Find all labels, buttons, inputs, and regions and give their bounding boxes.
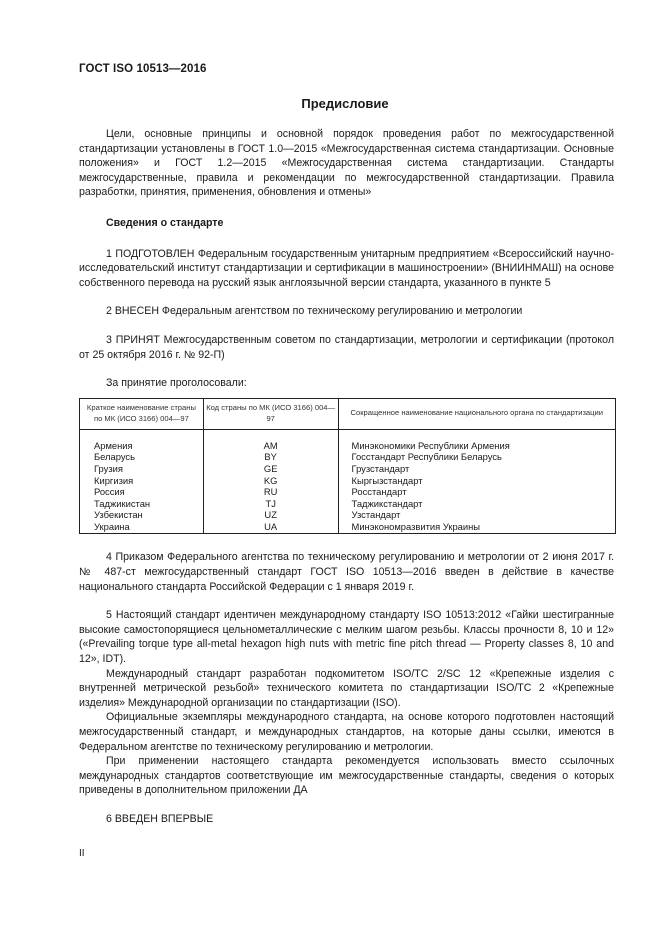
item-5-references-paragraph: При применении настоящего стандарта рекомендуется использовать вместо ссылочных международных стандартов соответствующие им межгосударственные стандарты, сведения о которых приведены в дополнительном приложении ДА [79,755,614,797]
country-name: Россия [80,486,204,498]
standards-body: Таджикстандарт [338,498,615,510]
page-title: Предисловие [301,96,389,111]
intro-paragraph: Цели, основные принципы и основной порядок проведения работ по межгосударственной стандартизации установлены в ГОСТ 1.0—2015 «Межгосударственная система стандартизации. Основные положения» и ГОСТ 1.2—2015 «Межгосударственная система стандартизации. Стандарты межгосударственные, правила и рекомендации по межгосударственной стандартизации. Правила разработки, принятия, применения, обновления и отмены» [79,128,614,199]
table-row [80,463,616,475]
country-code: UA [203,521,338,534]
country-code: RU [203,486,338,498]
standards-body: Узстандарт [338,509,615,521]
country-code: GE [203,463,338,475]
standards-body: Минэкономики Республики Армения [338,429,615,451]
column-header-code: Код страны по МК (ИСО 3166) 004—97 [203,398,338,429]
standards-body: Минэкономразвития Украины [338,521,615,534]
item-5-paragraph: 5 Настоящий стандарт идентичен международному стандарту ISO 10513:2012 «Гайки шестигранные высокие самостопорящиеся цельнометаллические с мелким шагом резьбы. Классы прочности 8, 10 и 12» («Prevailing torque type all-metal hexagon high nuts with metric fine pitch thread — Property classes 8, 10 and 12», IDT). [79,609,614,666]
country-code: UZ [203,509,338,521]
standards-body: Кыргызстандарт [338,475,615,487]
country-name: Украина [80,521,204,534]
country-name: Таджикистан [80,498,204,510]
table-row [80,475,616,487]
standards-body: Грузстандарт [338,463,615,475]
table-row [80,509,616,521]
column-header-body: Сокращенное наименование национального органа по стандартизации [338,398,615,429]
page-number: II [79,848,85,859]
item-5-copies-paragraph: Официальные экземпляры международного стандарта, на основе которого подготовлен настоящий межгосударственный стандарт, и международных стандартов, на которые даны ссылки, имеются в Федеральном агентстве по техническому регулированию и метрологии. [79,711,614,753]
country-name: Армения [80,429,204,451]
voting-table [79,398,616,535]
section-heading: Сведения о стандарте [106,216,224,229]
table-row [80,498,616,510]
table-header-row [80,398,616,429]
country-code: TJ [203,498,338,510]
country-code: KG [203,475,338,487]
table-row [80,429,616,451]
item-2-paragraph: 2 ВНЕСЕН Федеральным агентством по техническому регулированию и метрологии [106,305,523,318]
document-code-header: ГОСТ ISO 10513—2016 [79,63,207,75]
item-5-development-paragraph: Международный стандарт разработан подкомитетом ISO/TC 2/SC 12 «Крепежные изделия с внутренней метрической резьбой» технического комитета по стандартизации ISO/TC 2 «Крепежные изделия» Международной организации по стандартизации (ISO). [79,667,614,709]
item-1-paragraph: 1 ПОДГОТОВЛЕН Федеральным государственным унитарным предприятием «Всероссийский научно-исследовательский институт стандартизации и сертификации в машиностроении» (ВНИИНМАШ) на основе собственного перевода на русский язык англоязычной версии стандарта, указанного в пункте 5 [79,247,614,289]
item-6-paragraph: 6 ВВЕДЕН ВПЕРВЫЕ [106,812,214,825]
item-3-paragraph: 3 ПРИНЯТ Межгосударственным советом по стандартизации, метрологии и сертификации (протокол от 25 октября 2016 г. № 92-П) [79,333,614,361]
country-code: BY [203,451,338,463]
table-row [80,521,616,534]
country-name: Узбекистан [80,509,204,521]
country-name: Киргизия [80,475,204,487]
vote-intro: За принятие проголосовали: [106,377,247,390]
standards-body: Госстандарт Республики Беларусь [338,451,615,463]
preface-body [79,127,614,827]
country-code: AM [203,429,338,451]
table-row [80,451,616,463]
item-4-paragraph: 4 Приказом Федерального агентства по техническому регулированию и метрологии от 2 июня 2017 г. № 487-ст межгосударственный стандарт ГОСТ ISO 10513—2016 введен в действие в качестве национального стандарта Российской Федерации с 1 января 2019 г. [79,551,614,593]
country-name: Беларусь [80,451,204,463]
table-row [80,486,616,498]
standards-body: Росстандарт [338,486,615,498]
column-header-country: Краткое наименование страны по МК (ИСО 3166) 004—97 [80,398,204,429]
country-name: Грузия [80,463,204,475]
